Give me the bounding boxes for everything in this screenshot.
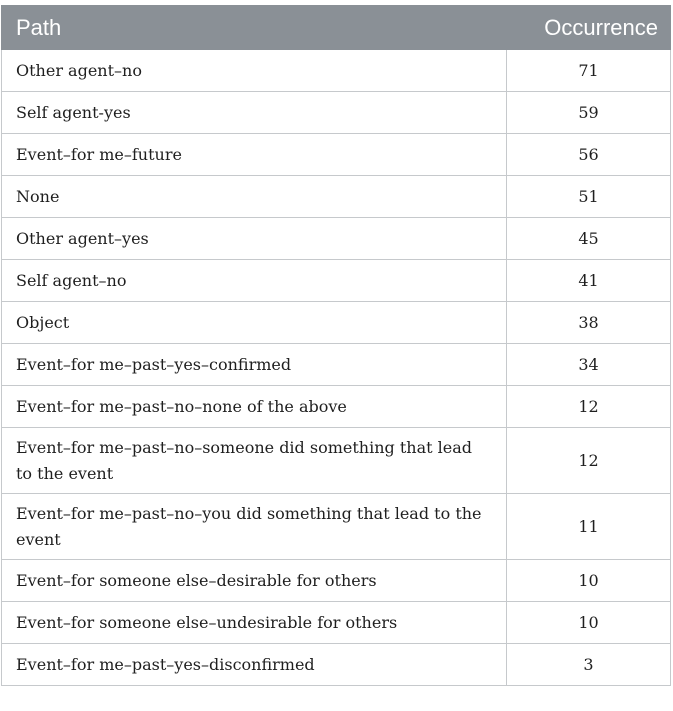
occurrence-cell: 3 [507, 644, 671, 686]
table-row [2, 428, 671, 494]
path-cell: Event–for me–past–no–someone did something that lead to the event [2, 428, 507, 494]
occurrence-cell: 51 [507, 176, 671, 218]
occurrence-cell: 34 [507, 344, 671, 386]
table-row [2, 344, 671, 386]
path-cell: Self agent–no [2, 260, 507, 302]
occurrence-cell: 12 [507, 386, 671, 428]
table-header [2, 6, 671, 50]
path-cell: Event–for me–past–yes–confirmed [2, 344, 507, 386]
table-row [2, 50, 671, 92]
table-row [2, 218, 671, 260]
occurrence-cell: 10 [507, 602, 671, 644]
table-container [1, 5, 672, 686]
occurrence-cell: 41 [507, 260, 671, 302]
path-cell: Event–for me–future [2, 134, 507, 176]
path-cell: Other agent–no [2, 50, 507, 92]
table-row [2, 92, 671, 134]
occurrence-cell: 59 [507, 92, 671, 134]
table-body [2, 50, 671, 686]
occurrence-cell: 11 [507, 494, 671, 560]
path-cell: Self agent-yes [2, 92, 507, 134]
path-cell: Event–for me–past–yes–disconfirmed [2, 644, 507, 686]
table-row [2, 176, 671, 218]
occurrence-table [1, 5, 671, 686]
occurrence-cell: 12 [507, 428, 671, 494]
column-header-occurrence: Occurrence [507, 6, 671, 50]
table-row [2, 644, 671, 686]
table-row [2, 560, 671, 602]
occurrence-cell: 10 [507, 560, 671, 602]
path-cell: Object [2, 302, 507, 344]
table-row [2, 386, 671, 428]
path-cell: Event–for me–past–no–you did something that lead to the event [2, 494, 507, 560]
table-row [2, 134, 671, 176]
table-row [2, 602, 671, 644]
table-row [2, 260, 671, 302]
occurrence-cell: 71 [507, 50, 671, 92]
column-header-path: Path [2, 6, 507, 50]
table-row [2, 302, 671, 344]
occurrence-cell: 45 [507, 218, 671, 260]
header-row [2, 6, 671, 50]
path-cell: Event–for someone else–desirable for others [2, 560, 507, 602]
table-row [2, 494, 671, 560]
path-cell: Event–for me–past–no–none of the above [2, 386, 507, 428]
occurrence-cell: 56 [507, 134, 671, 176]
path-cell: None [2, 176, 507, 218]
path-cell: Other agent–yes [2, 218, 507, 260]
path-cell: Event–for someone else–undesirable for others [2, 602, 507, 644]
occurrence-cell: 38 [507, 302, 671, 344]
